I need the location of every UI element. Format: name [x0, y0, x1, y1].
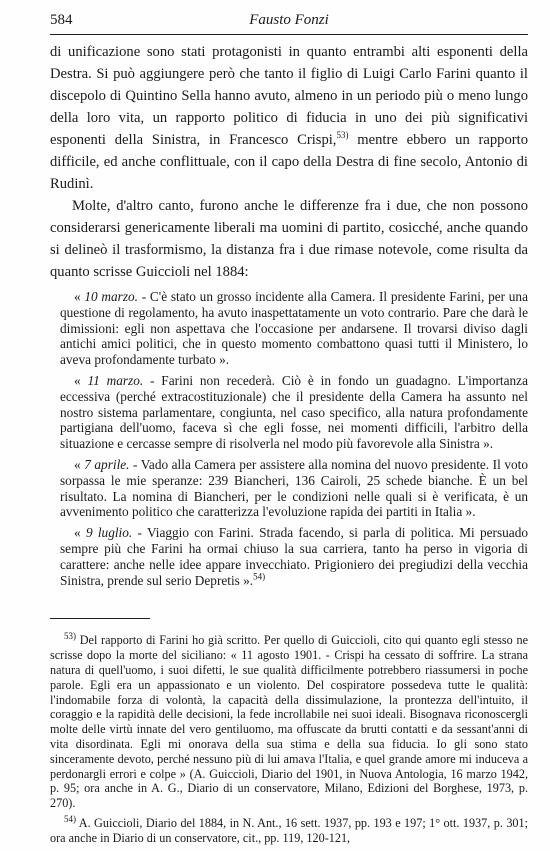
footnote-text: A. Guiccioli, Diario del 1884, in N. Ant., 16 sett. 1937, pp. 193 e 197; 1° ott. 1937, p. 301; ora anche in Diario di un conservatore, cit., pp. 119, 120-121, — [50, 815, 528, 845]
book-page — [50, 12, 528, 851]
footnote-text: Del rapporto di Farini ho già scritto. Per quello di Guiccioli, cito qui quanto egli stesso ne scrisse dopo la morte del siciliano: « 11 agosto 1901. - Crispi ha cessato di soffrire. La strana natura di quell'uomo, i suoi difetti, le sue qualità difficilmente potrebbero riassumersi in poche parole. Egli era un appassionato e un violento. Del cospiratore possedeva tutte le qualità: l'indomabile forza di volontà, la capacità della dissimulazione, la prontezza dell'intuito, il coraggio e la rapidità delle decisioni, la fede incrollabile nei suoi ideali. Bisognava riconoscergli molte delle virtù innate del vero gentiluomo, ma offuscate da brutti contatti e da sessant'anni di vita disordinata. Egli mi onorava della sua stima e della sua fiducia. Io gli sono stato sinceramente devoto, perché nessuno più di lui amava l'Italia, e quel grande amore mi induceva a perdonargli errori e colpe » (A. Guiccioli, Diario del 1901, in Nuova Antologia, 16 marzo 1942, p. 95; ora anche in A. G., Diario di un conservatore, Milano, Edizioni del Borghese, 1973, p. 270). — [50, 633, 528, 811]
main-text — [50, 41, 528, 283]
quote-text: - Farini non recederà. Ciò è in fondo un guadagno. L'importanza eccessiva (perché extracostituzionale) che il presidente della Camera ha assunto nel nostro sistema parlamentare, congiunta, nel caso specifico, alla natura profondamente partigiana dell'uomo, faceva sì che egli fosse, nei momenti difficili, l'arbitro della situazione e cercasse sempre di risolverla nel modo più favorevole alla Sinistra ». — [60, 372, 528, 452]
note-ref-54: 54) — [253, 571, 266, 582]
quote-text: - Vado alla Camera per assistere alla nomina del nuovo presidente. Il voto sorpassa le mie speranze: 239 Biancheri, 136 Cairoli, 25 schede bianche. È un bel risultato. La nomina di Biancheri, per le condizioni nelle quali si è verificata, è un avvenimento politico che caratterizza l'evoluzione rapida dei partiti in Italia ». — [60, 456, 528, 520]
note-ref-53: 53) — [336, 130, 349, 141]
paragraph-2: Molte, d'altro canto, furono anche le differenze fra i due, che non possono considerarsi genericamente liberali ma uomini di partito, cosicché, anche quando si delineò il trasformismo, la distanza fra i due rimase notevole, come risulta da quanto scrisse Guiccioli nel 1884: — [50, 198, 528, 280]
paragraph-1 — [50, 41, 528, 195]
diary-quotes — [60, 289, 528, 588]
footnote-number: 53) — [64, 631, 76, 642]
quote-3: « 7 aprile. - Vado alla Camera per assistere alla nomina del nuovo presidente. Il voto sorpassa le mie speranze: 239 Biancheri, 136 Cairoli, 25 schede bianche. È un bel risultato. La nomina di Biancheri, per le condizioni nelle quali si è verificata, è un avvenimento politico che caratterizza l'evoluzione rapida dei partiti in Italia ». — [60, 456, 528, 520]
paragraph-1-end: mentre ebbero un rapporto difficile, ed anche conflittuale, con il capo della Destra di fine secolo, Antonio di Rudinì. — [50, 132, 528, 192]
footnote-separator — [50, 618, 150, 619]
footnotes — [50, 633, 528, 845]
quote-text: - Viaggio con Farini. Strada facendo, si parla di politica. Mi persuado sempre più che Farini ha ormai chiuso la sua carriera, tanto ha perso in vigoria di carattere: anche nelle idee appare invecchiato. Prigioniero dei pregiudizi della vecchia Sinistra, prende sul serio Depretis ». — [60, 525, 529, 588]
quote-date: 7 aprile. — [84, 456, 130, 472]
page-header — [50, 12, 528, 35]
quote-4: « 9 luglio. - Viaggio con Farini. Strada facendo, si parla di politica. Mi persuado sempre più che Farini ha ormai chiuso la sua carriera, tanto ha perso in vigoria di carattere: anche nelle idee appare invecchiato. Prigioniero dei pregiudizi della vecchia Sinistra, prende sul serio Depretis ».$^{54)}$ — [60, 525, 529, 588]
page-number: 584 — [50, 12, 73, 28]
quote-text: - C'è stato un grosso incidente alla Camera. Il presidente Farini, per una questione di regolamento, ha avuto inaspettatamente un voto contrario. Pare che darà le dimissioni: egli non aspettava che l'occasione per andarsene. Il trovarsi diviso dagli antichi amici politici, che in questo momento combattono quasi tutti il Ministero, lo aveva profondamente turbato ». — [60, 289, 528, 368]
quote-1: « 10 marzo. - C'è stato un grosso incidente alla Camera. Il presidente Farini, per una questione di regolamento, ha avuto inaspettatamente un voto contrario. Pare che darà le dimissioni: egli non aspettava che l'occasione per andarsene. Il trovarsi diviso dagli antichi amici politici, che in questo momento combattono quasi tutti il Ministero, lo aveva profondamente turbato ». — [60, 289, 528, 368]
paragraph-1-text: di unificazione sono stati protagonisti in quanto entrambi alti esponenti della Destra. Si può aggiungere però che tanto il figlio di Luigi Carlo Farini quanto il discepolo di Quintino Sella hanno avuto, almeno in un periodo più o meno lungo della loro vita, un rapporto politico di fiducia in uno dei più significativi esponenti della Sinistra, in Francesco Crispi, — [50, 44, 528, 148]
quote-date: 10 marzo. — [84, 289, 139, 304]
running-head: Fausto Fonzi — [249, 12, 329, 28]
quote-date: 11 marzo. — [87, 372, 144, 388]
footnote-54 — [50, 813, 528, 846]
footnote-number: 54) — [64, 813, 76, 824]
quote-2: « 11 marzo. - Farini non recederà. Ciò è in fondo un guadagno. L'importanza eccessiva (perché extracostituzionale) che il presidente della Camera ha assunto nel nostro sistema parlamentare, congiunta, nel caso specifico, alla natura profondamente partigiana dell'uomo, faceva sì che egli fosse, nei momenti difficili, l'arbitro della situazione e cercasse sempre di risolverla nel modo più favorevole alla Sinistra ». — [60, 372, 528, 452]
quote-date: 9 luglio. — [85, 525, 133, 541]
footnote-53 — [50, 633, 528, 811]
